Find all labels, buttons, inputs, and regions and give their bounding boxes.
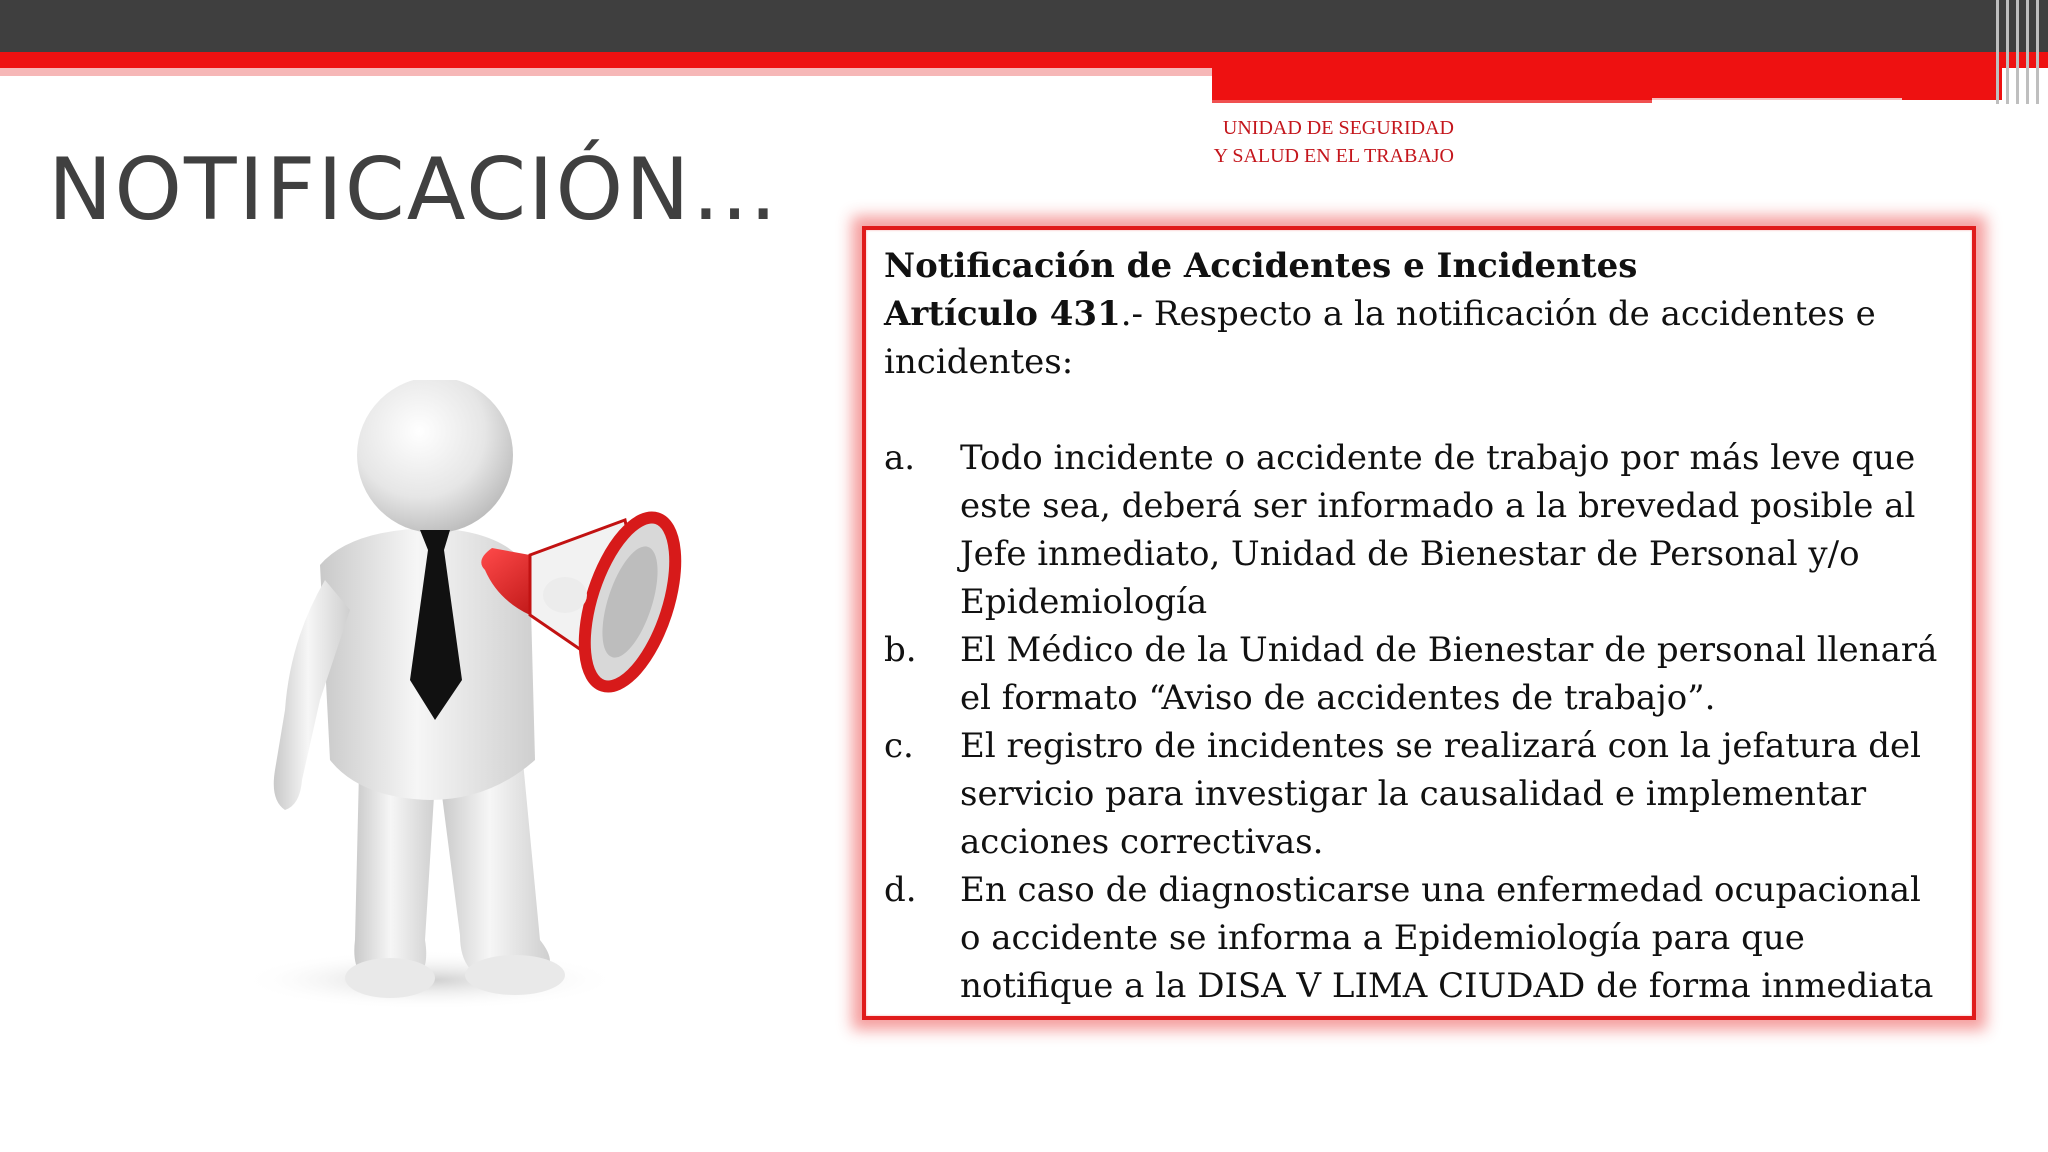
header-red-block xyxy=(1212,68,2002,100)
list-marker: a. xyxy=(884,438,916,478)
header-red-bar xyxy=(0,52,2048,68)
article-label: Artículo 431 xyxy=(884,294,1121,334)
edge-stripes-decoration xyxy=(1988,0,2048,104)
header-pink-stripe xyxy=(0,68,1212,76)
page-title: NOTIFICACIÓN… xyxy=(48,140,780,240)
unit-label xyxy=(1208,114,1454,170)
list-text: El Médico de la Unidad de Bienestar de personal llenará el formato “Aviso de accidentes de trabajo”. xyxy=(960,630,1938,718)
unit-label-line2: Y SALUD EN EL TRABAJO xyxy=(1213,145,1454,167)
header-thin-red-line xyxy=(1212,100,1652,103)
unit-label-line1: UNIDAD DE SEGURIDAD xyxy=(1222,117,1454,139)
list-marker: b. xyxy=(884,630,917,670)
article-info-box xyxy=(862,226,1976,1020)
article-text: .- Respecto a la notificación de accidentes e incidentes: xyxy=(884,294,1876,382)
box-heading: Notificación de Accidentes e Incidentes xyxy=(884,246,1638,286)
list-text: En caso de diagnosticarse una enfermedad ocupacional o accidente se informa a Epidemiología para que notifique a la DISA V LIMA CIUDAD de forma inmediata xyxy=(960,870,1934,1006)
list-item-d xyxy=(884,866,1944,1010)
article-line xyxy=(884,290,1944,386)
list-item-c xyxy=(884,722,1944,866)
header-dark-bar xyxy=(0,0,2048,52)
list-text: El registro de incidentes se realizará con la jefatura del servicio para investigar la causalidad e implementar acciones correctivas. xyxy=(960,726,1921,862)
list-item-a xyxy=(884,434,1944,626)
person-with-megaphone-icon xyxy=(230,380,750,1020)
list-item-b xyxy=(884,626,1944,722)
spacer xyxy=(884,386,1944,434)
header-thin-pink-line xyxy=(1652,98,1902,100)
list-marker: d. xyxy=(884,870,917,910)
list-marker: c. xyxy=(884,726,914,766)
box-content xyxy=(884,242,1944,1010)
list-text: Todo incidente o accidente de trabajo por más leve que este sea, deberá ser informado a la brevedad posible al Jefe inmediato, Unidad de Bienestar de Personal y/o Epidemiología xyxy=(960,438,1916,622)
